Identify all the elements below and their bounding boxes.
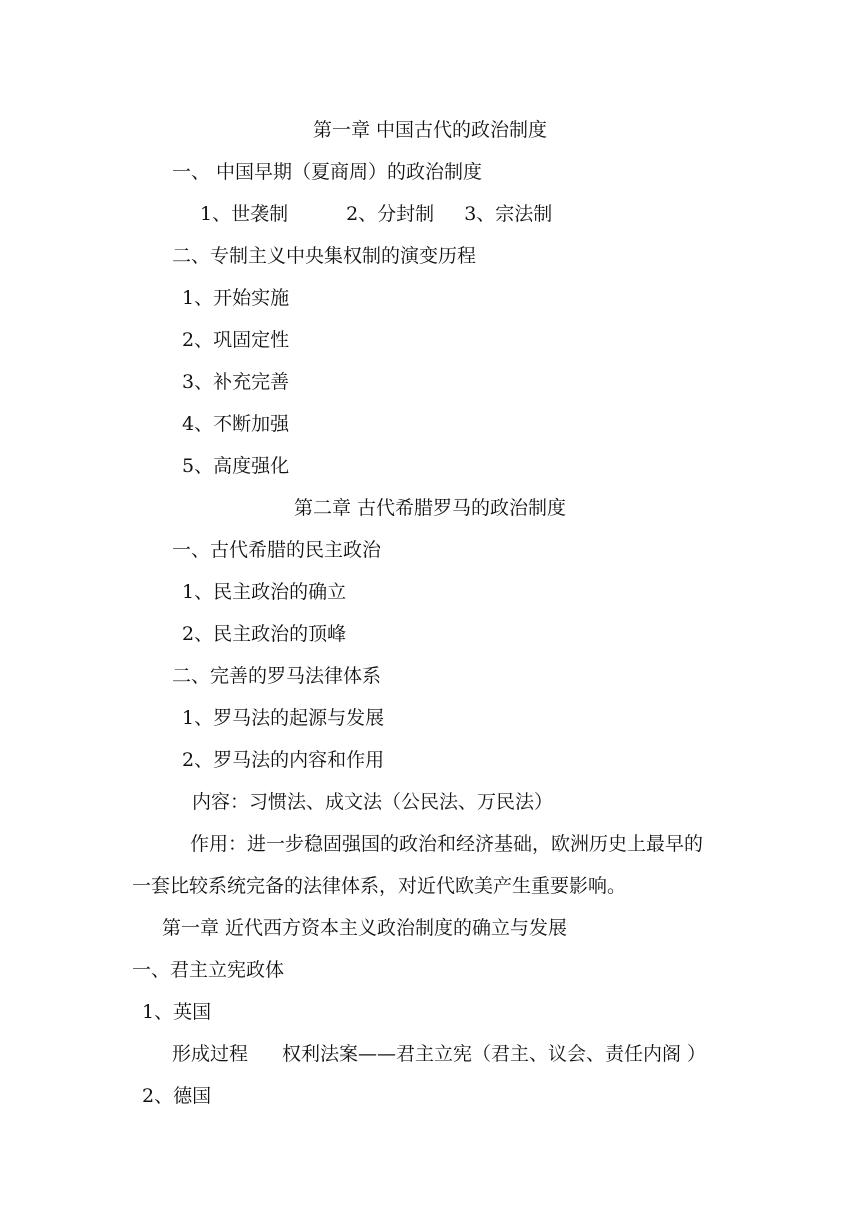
list-item: 1、开始实施	[182, 287, 290, 309]
list-item: 4、不断加强	[182, 413, 290, 435]
chapter-1-section-1-items	[200, 201, 552, 227]
roman-law-content: 内容：习惯法、成文法（公民法、万民法）	[192, 791, 554, 813]
list-item: 1、世袭制	[200, 203, 289, 225]
chapter-1-section-2-heading: 二、专制主义中央集权制的演变历程	[172, 245, 477, 267]
list-item: 3、宗法制	[464, 203, 553, 225]
formation-label: 形成过程	[172, 1043, 249, 1065]
list-item: 2、德国	[142, 1085, 212, 1107]
chapter-2-title: 第二章 古代希腊罗马的政治制度	[293, 497, 567, 519]
list-item: 1、罗马法的起源与发展	[182, 707, 385, 729]
list-item: 1、英国	[142, 1001, 212, 1023]
list-item: 1、民主政治的确立	[182, 581, 347, 603]
chapter-2-section-2-heading: 二、完善的罗马法律体系	[172, 665, 382, 687]
chapter-1-title: 第一章 中国古代的政治制度	[312, 119, 548, 141]
chapter-3-title: 第一章 近代西方资本主义政治制度的确立与发展	[162, 917, 568, 939]
list-item: 2、罗马法的内容和作用	[182, 749, 385, 771]
list-item: 2、民主政治的顶峰	[182, 623, 347, 645]
list-item: 2、巩固定性	[182, 329, 290, 351]
roman-law-effect-line-2: 一套比较系统完备的法律体系，对近代欧美产生重要影响。	[132, 875, 627, 897]
chapter-1-section-1-heading: 一、 中国早期（夏商周）的政治制度	[172, 161, 483, 183]
list-item: 2、分封制	[346, 203, 435, 225]
chapter-3-section-1-heading: 一、君主立宪政体	[132, 959, 285, 981]
roman-law-effect-line-1: 作用：进一步稳固强国的政治和经济基础，欧洲历史上最早的	[190, 833, 704, 855]
formation-text: 权利法案——君主立宪（君主、议会、责任内阁 ）	[282, 1043, 707, 1065]
list-item: 5、高度强化	[182, 455, 290, 477]
formation-process-line	[172, 1041, 706, 1067]
list-item: 3、补充完善	[182, 371, 290, 393]
chapter-2-section-1-heading: 一、古代希腊的民主政治	[172, 539, 382, 561]
